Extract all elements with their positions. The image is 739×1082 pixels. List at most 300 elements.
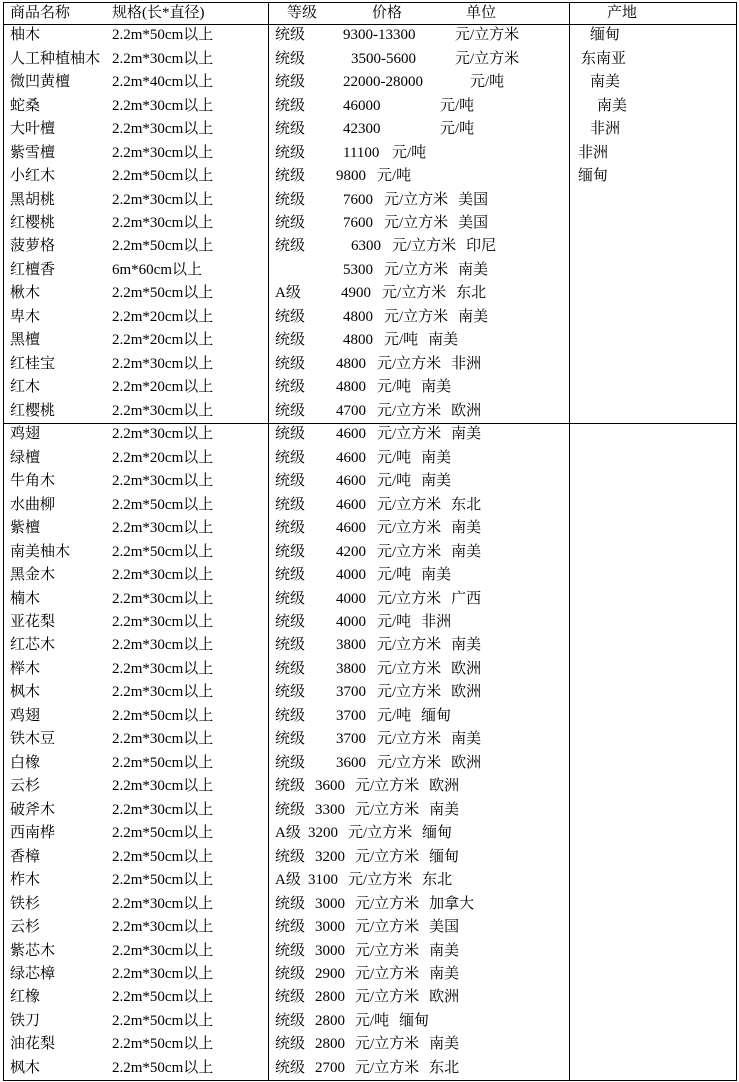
product-name: 黑胡桃: [10, 191, 56, 208]
unit: 元/立方米: [392, 238, 457, 255]
table-row: [0, 212, 739, 235]
origin: 非洲: [421, 613, 452, 630]
spec: 2.2m*30cm以上: [112, 942, 214, 959]
origin: 南美: [458, 308, 489, 325]
product-name: 牛角木: [10, 473, 56, 490]
unit: 元/立方米: [377, 731, 442, 748]
table-row: [0, 353, 739, 376]
price: 2800: [315, 989, 345, 1006]
spec: 2.2m*30cm以上: [112, 590, 214, 607]
unit-and-origin: [440, 94, 474, 117]
unit: 元/吨: [377, 613, 412, 630]
table-row: [0, 705, 739, 728]
unit: 元/立方米: [355, 942, 420, 959]
unit-and-origin: [377, 446, 451, 469]
price: 4600: [336, 426, 366, 443]
origin: 欧洲: [451, 402, 482, 419]
unit: 元/立方米: [382, 285, 447, 302]
unit: 元/立方米: [355, 919, 420, 936]
spec: 2.2m*50cm以上: [112, 496, 214, 513]
unit-and-origin: [355, 775, 459, 798]
price: 2900: [315, 966, 345, 983]
grade: 统级: [275, 966, 306, 983]
unit: 元/吨: [392, 144, 427, 161]
table-row: [0, 587, 739, 610]
table-row: [0, 611, 739, 634]
grade: 统级: [275, 449, 306, 466]
spec: 2.2m*50cm以上: [112, 1012, 214, 1029]
unit-and-origin: [384, 188, 488, 211]
spec: 2.2m*50cm以上: [112, 168, 214, 185]
price: 5300: [343, 261, 373, 278]
grade: 统级: [275, 567, 306, 584]
table-row: [0, 517, 739, 540]
unit-and-origin: [392, 141, 426, 164]
product-name: 榉木: [10, 660, 41, 677]
spec: 2.2m*30cm以上: [112, 144, 214, 161]
product-name: 云杉: [10, 919, 41, 936]
unit: 元/立方米: [377, 520, 442, 537]
spec: 2.2m*50cm以上: [112, 238, 214, 255]
unit-and-origin: [384, 306, 488, 329]
spec: 2.2m*30cm以上: [112, 97, 214, 114]
price: 7600: [343, 191, 373, 208]
table-row: [0, 423, 739, 446]
unit-and-origin: [392, 235, 496, 258]
grade: 统级: [275, 473, 306, 490]
table-row: [0, 681, 739, 704]
grade: 统级: [275, 332, 306, 349]
price: 4700: [336, 402, 366, 419]
unit: 元/吨: [355, 1012, 390, 1029]
origin: 欧洲: [451, 660, 482, 677]
price: 46000: [343, 97, 381, 114]
grade: 统级: [275, 989, 306, 1006]
price: 11100: [343, 144, 380, 161]
unit-and-origin: [377, 564, 451, 587]
grade: A级: [275, 825, 301, 842]
product-name: 人工种植柚木: [10, 50, 101, 67]
table-row: [0, 165, 739, 188]
unit-and-origin: [377, 400, 481, 423]
grade: 统级: [275, 144, 306, 161]
unit-and-origin: [377, 376, 451, 399]
price: 9300-13300: [343, 27, 416, 44]
unit: 元/立方米: [355, 1036, 420, 1053]
unit: 元/吨: [440, 97, 475, 114]
spec: 2.2m*30cm以上: [112, 567, 214, 584]
unit: 元/立方米: [377, 637, 442, 654]
grade: 统级: [275, 895, 306, 912]
unit: 元/吨: [377, 449, 412, 466]
place: 非洲: [590, 121, 621, 138]
unit: 元/立方米: [384, 261, 449, 278]
price: 3800: [336, 637, 366, 654]
grade: 统级: [275, 74, 306, 91]
grade: 统级: [275, 214, 306, 231]
place: 南美: [597, 97, 628, 114]
origin: 欧洲: [451, 684, 482, 701]
header-grade: 等级: [287, 4, 318, 21]
unit: 元/立方米: [384, 308, 449, 325]
product-name: 红樱桃: [10, 402, 56, 419]
price: 3200: [315, 848, 345, 865]
unit-and-origin: [355, 986, 459, 1009]
unit-and-origin: [377, 353, 481, 376]
spec: 2.2m*50cm以上: [112, 754, 214, 771]
unit: 元/立方米: [355, 778, 420, 795]
table-row: [0, 752, 739, 775]
unit-and-origin: [470, 71, 504, 94]
price: 3300: [315, 801, 345, 818]
origin: 欧洲: [451, 754, 482, 771]
price: 4200: [336, 543, 366, 560]
product-name: 红芯木: [10, 637, 56, 654]
grade: 统级: [275, 919, 306, 936]
table-row: [0, 822, 739, 845]
table-row: [0, 188, 739, 211]
product-name: 铁木豆: [10, 731, 56, 748]
table-row: [0, 658, 739, 681]
spec: 2.2m*30cm以上: [112, 191, 214, 208]
product-name: 西南桦: [10, 825, 56, 842]
unit: 元/吨: [384, 332, 419, 349]
spec: 2.2m*50cm以上: [112, 543, 214, 560]
origin: 南美: [428, 332, 459, 349]
unit: 元/立方米: [377, 402, 442, 419]
grade: 统级: [275, 402, 306, 419]
spec: 2.2m*30cm以上: [112, 660, 214, 677]
grade: 统级: [275, 168, 306, 185]
price: 3000: [315, 942, 345, 959]
table-row: [0, 446, 739, 469]
place: 缅甸: [590, 27, 621, 44]
price: 3600: [336, 754, 366, 771]
product-name: 楠木: [10, 590, 41, 607]
product-name: 蛇桑: [10, 97, 41, 114]
product-name: 小红木: [10, 168, 56, 185]
table-row: [0, 799, 739, 822]
unit: 元/吨: [377, 473, 412, 490]
origin: 东北: [456, 285, 487, 302]
product-name: 红橡: [10, 989, 41, 1006]
grade: A级: [275, 285, 301, 302]
spec: 2.2m*50cm以上: [112, 1036, 214, 1053]
unit-and-origin: [377, 587, 481, 610]
header-price: 价格: [372, 4, 403, 21]
unit-and-origin: [377, 634, 481, 657]
product-name: 白橡: [10, 754, 41, 771]
table-row: [0, 94, 739, 117]
origin: 南美: [429, 966, 460, 983]
table-row: [0, 1033, 739, 1056]
price: 2800: [315, 1012, 345, 1029]
grade: 统级: [275, 191, 306, 208]
unit-and-origin: [355, 892, 474, 915]
unit-and-origin: [355, 963, 459, 986]
grade: 统级: [275, 238, 306, 255]
table-header: [0, 2, 739, 24]
price: 3500-5600: [351, 50, 416, 67]
unit: 元/立方米: [384, 191, 449, 208]
price: 2700: [315, 1059, 345, 1076]
price: 3700: [336, 684, 366, 701]
header-unit: 单位: [466, 4, 497, 21]
grade: 统级: [275, 1012, 306, 1029]
price: 4800: [343, 332, 373, 349]
price: 3700: [336, 731, 366, 748]
price: 4900: [341, 285, 371, 302]
unit: 元/立方米: [384, 214, 449, 231]
unit: 元/立方米: [377, 426, 442, 443]
spec: 2.2m*30cm以上: [112, 121, 214, 138]
price: 4600: [336, 496, 366, 513]
unit: 元/立方米: [355, 989, 420, 1006]
unit: 元/立方米: [377, 590, 442, 607]
spec: 2.2m*50cm以上: [112, 27, 214, 44]
price: 22000-28000: [343, 74, 423, 91]
unit: 元/立方米: [377, 684, 442, 701]
spec: 2.2m*30cm以上: [112, 355, 214, 372]
unit: 元/立方米: [377, 660, 442, 677]
table-section: [0, 423, 739, 1080]
unit-and-origin: [455, 47, 519, 70]
spec: 2.2m*20cm以上: [112, 308, 214, 325]
price: 3000: [315, 895, 345, 912]
table-row: [0, 235, 739, 258]
grade: 统级: [275, 379, 306, 396]
unit-and-origin: [355, 799, 459, 822]
price: 3100: [308, 872, 338, 889]
unit: 元/立方米: [355, 848, 420, 865]
unit: 元/立方米: [355, 895, 420, 912]
grade: 统级: [275, 637, 306, 654]
table-row: [0, 329, 739, 352]
origin: 非洲: [451, 355, 482, 372]
unit-and-origin: [377, 423, 481, 446]
origin: 东北: [429, 1059, 460, 1076]
product-name: 破斧木: [10, 801, 56, 818]
product-name: 云杉: [10, 778, 41, 795]
grade: 统级: [275, 942, 306, 959]
origin: 南美: [451, 520, 482, 537]
spec: 2.2m*30cm以上: [112, 402, 214, 419]
origin: 南美: [421, 473, 452, 490]
spec: 2.2m*30cm以上: [112, 637, 214, 654]
price: 4600: [336, 473, 366, 490]
unit-and-origin: [384, 212, 488, 235]
spec: 2.2m*40cm以上: [112, 74, 214, 91]
spec: 2.2m*30cm以上: [112, 895, 214, 912]
unit-and-origin: [377, 705, 451, 728]
spec: 2.2m*50cm以上: [112, 989, 214, 1006]
table-section: [0, 24, 739, 423]
price: 4000: [336, 590, 366, 607]
grade: 统级: [275, 97, 306, 114]
price: 4800: [343, 308, 373, 325]
origin: 美国: [458, 191, 489, 208]
spec: 2.2m*30cm以上: [112, 50, 214, 67]
product-name: 紫雪檀: [10, 144, 56, 161]
origin: 南美: [451, 637, 482, 654]
place: 非洲: [578, 144, 609, 161]
grade: 统级: [275, 848, 306, 865]
table-row: [0, 986, 739, 1009]
price: 4600: [336, 449, 366, 466]
grade: 统级: [275, 613, 306, 630]
unit-and-origin: [384, 259, 488, 282]
table-row: [0, 306, 739, 329]
table-row: [0, 728, 739, 751]
unit-and-origin: [355, 1010, 429, 1033]
origin: 缅甸: [399, 1012, 430, 1029]
unit: 元/立方米: [377, 496, 442, 513]
grade: 统级: [275, 1036, 306, 1053]
unit-and-origin: [377, 611, 451, 634]
unit-and-origin: [355, 1057, 459, 1080]
table-row: [0, 540, 739, 563]
unit-and-origin: [377, 470, 451, 493]
table-row: [0, 400, 739, 423]
product-name: 大叶檀: [10, 121, 56, 138]
header-product-name: 商品名称: [10, 4, 71, 21]
origin: 美国: [429, 919, 460, 936]
product-name: 楸木: [10, 285, 41, 302]
spec: 2.2m*20cm以上: [112, 379, 214, 396]
header-place: 产地: [607, 4, 638, 21]
unit-and-origin: [377, 658, 481, 681]
price: 3000: [315, 919, 345, 936]
unit: 元/吨: [377, 707, 412, 724]
unit: 元/吨: [377, 567, 412, 584]
unit-and-origin: [455, 24, 519, 47]
grade: 统级: [275, 731, 306, 748]
table-row: [0, 24, 739, 47]
unit: 元/立方米: [455, 50, 520, 67]
unit: 元/立方米: [377, 543, 442, 560]
table-row: [0, 775, 739, 798]
origin: 欧洲: [429, 989, 460, 1006]
product-name: 鸡翅: [10, 426, 41, 443]
price: 2800: [315, 1036, 345, 1053]
product-name: 水曲柳: [10, 496, 56, 513]
grade: 统级: [275, 590, 306, 607]
product-name: 微凹黄檀: [10, 74, 71, 91]
product-name: 卑木: [10, 308, 41, 325]
table-row: [0, 47, 739, 70]
place: 东南亚: [581, 50, 627, 67]
grade: 统级: [275, 660, 306, 677]
spec: 2.2m*50cm以上: [112, 285, 214, 302]
spec: 2.2m*30cm以上: [112, 919, 214, 936]
header-spec: 规格(长*直径): [112, 4, 205, 21]
origin: 南美: [429, 801, 460, 818]
unit: 元/立方米: [377, 355, 442, 372]
unit: 元/立方米: [355, 966, 420, 983]
spec: 2.2m*30cm以上: [112, 426, 214, 443]
unit: 元/吨: [377, 168, 412, 185]
product-name: 鸡翅: [10, 707, 41, 724]
product-name: 油花梨: [10, 1036, 56, 1053]
table-row: [0, 259, 739, 282]
grade: 统级: [275, 496, 306, 513]
spec: 2.2m*50cm以上: [112, 707, 214, 724]
product-name: 红檀香: [10, 261, 56, 278]
grade: 统级: [275, 520, 306, 537]
unit: 元/立方米: [355, 1059, 420, 1076]
table-row: [0, 564, 739, 587]
unit-and-origin: [355, 845, 459, 868]
origin: 欧洲: [429, 778, 460, 795]
origin: 南美: [451, 731, 482, 748]
table-row: [0, 916, 739, 939]
unit-and-origin: [377, 540, 481, 563]
product-name: 紫檀: [10, 520, 41, 537]
spec: 2.2m*50cm以上: [112, 872, 214, 889]
price: 4800: [336, 355, 366, 372]
spec: 2.2m*30cm以上: [112, 684, 214, 701]
origin: 印尼: [466, 238, 497, 255]
grade: 统级: [275, 778, 306, 795]
grade: 统级: [275, 355, 306, 372]
origin: 南美: [429, 1036, 460, 1053]
price: 6300: [351, 238, 381, 255]
product-name: 柞木: [10, 872, 41, 889]
origin: 南美: [451, 426, 482, 443]
product-name: 绿檀: [10, 449, 41, 466]
table-row: [0, 71, 739, 94]
unit-and-origin: [348, 869, 452, 892]
spec: 2.2m*50cm以上: [112, 825, 214, 842]
origin: 美国: [458, 214, 489, 231]
table-row: [0, 1010, 739, 1033]
origin: 南美: [458, 261, 489, 278]
spec: 2.2m*20cm以上: [112, 332, 214, 349]
grade: 统级: [275, 121, 306, 138]
unit-and-origin: [384, 329, 458, 352]
grade: 统级: [275, 543, 306, 560]
place: 南美: [590, 74, 621, 91]
product-name: 红桂宝: [10, 355, 56, 372]
spec: 6m*60cm以上: [112, 261, 202, 278]
origin: 缅甸: [422, 825, 453, 842]
grade: 统级: [275, 801, 306, 818]
origin: 广西: [451, 590, 482, 607]
table-row: [0, 1057, 739, 1080]
unit: 元/立方米: [348, 872, 413, 889]
unit: 元/吨: [470, 74, 505, 91]
unit: 元/立方米: [348, 825, 413, 842]
unit: 元/立方米: [355, 801, 420, 818]
spec: 2.2m*30cm以上: [112, 966, 214, 983]
product-name: 铁杉: [10, 895, 41, 912]
grade: A级: [275, 872, 301, 889]
grade: 统级: [275, 50, 306, 67]
product-name: 铁刀: [10, 1012, 41, 1029]
table-row: [0, 470, 739, 493]
unit-and-origin: [377, 752, 481, 775]
unit-and-origin: [355, 939, 459, 962]
product-name: 南美柚木: [10, 543, 71, 560]
spec: 2.2m*30cm以上: [112, 731, 214, 748]
origin: 南美: [421, 567, 452, 584]
origin: 东北: [422, 872, 453, 889]
origin: 南美: [451, 543, 482, 560]
spec: 2.2m*30cm以上: [112, 613, 214, 630]
table-row: [0, 118, 739, 141]
table-row: [0, 282, 739, 305]
spec: 2.2m*20cm以上: [112, 449, 214, 466]
